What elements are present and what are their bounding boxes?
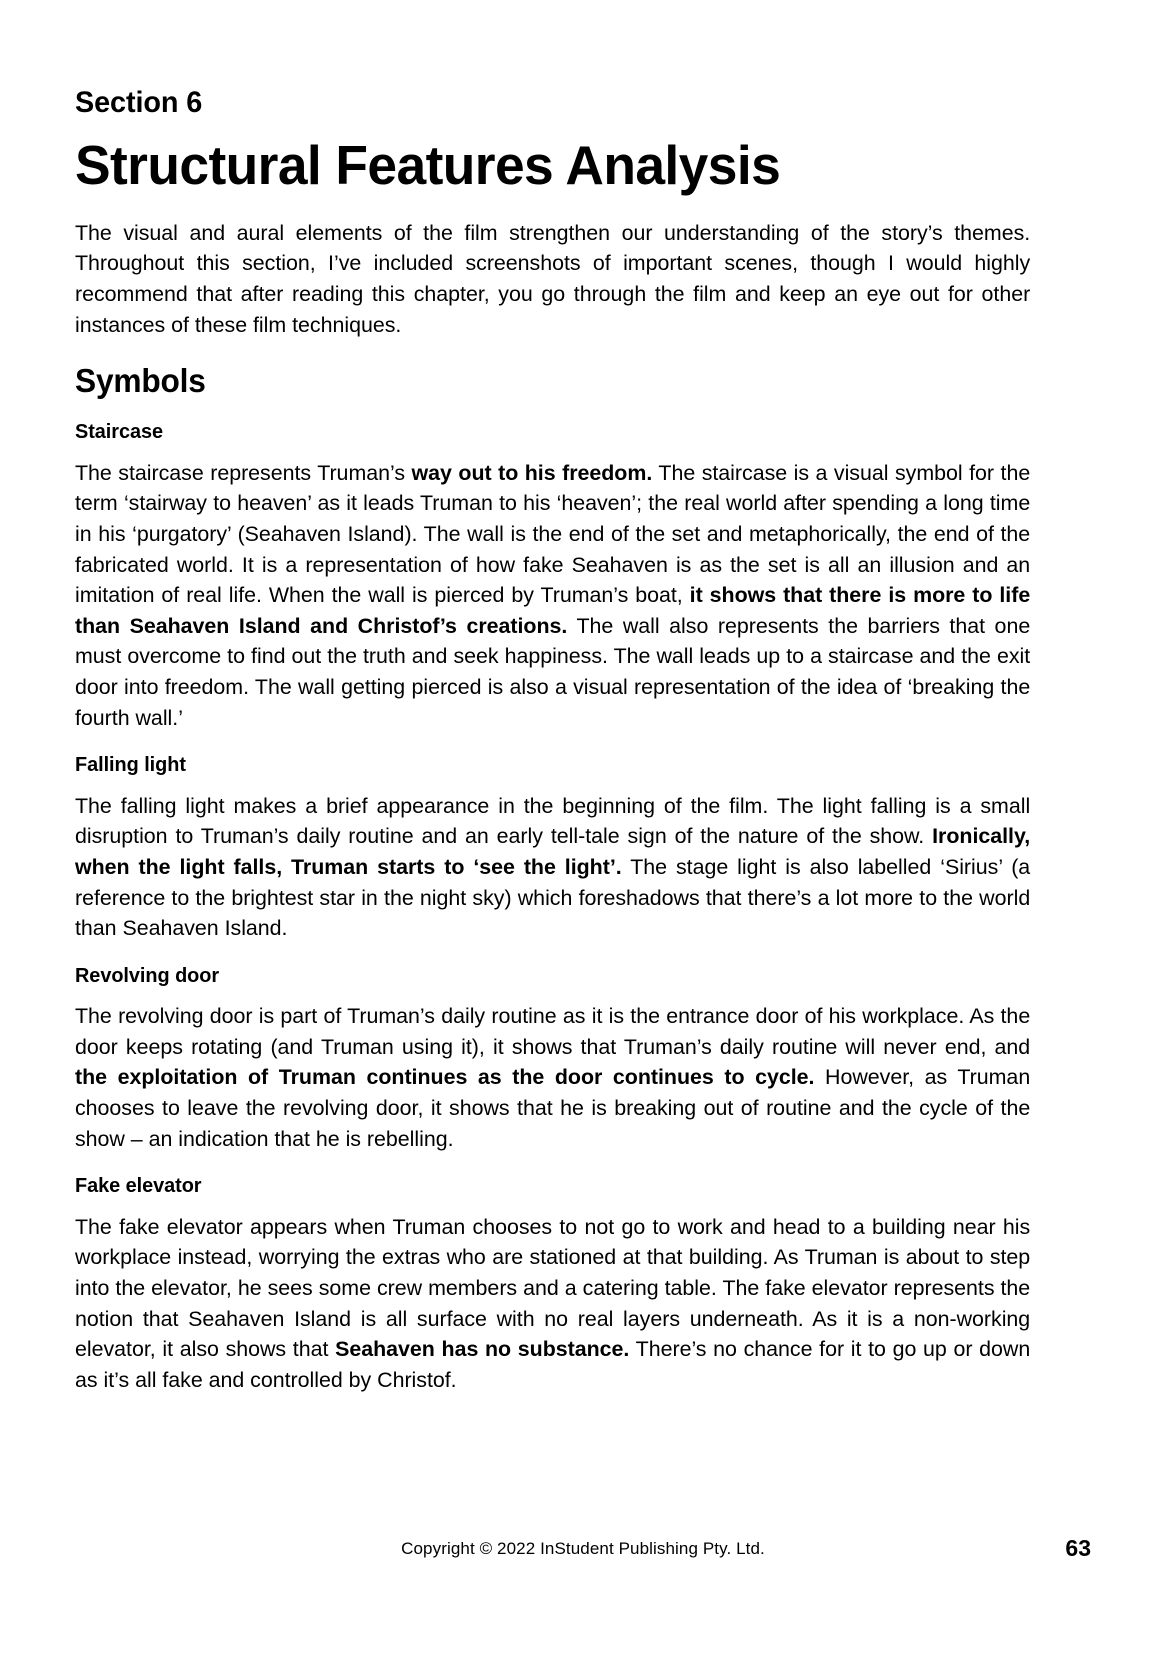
paragraph-text-run: The falling light makes a brief appearance in the beginning of the film. The light falling is a small disruption to Truman’s daily routine and an early tell-tale sign of the nature of the show. [75, 793, 1031, 849]
paragraph-bold-run: Ironically, when the light falls, Truman starts to ‘see the light’. [75, 824, 1031, 879]
subheading-falling-light: Falling light [75, 753, 186, 777]
paragraph-revolving-door [75, 1001, 1030, 1154]
paragraph-text-run: The revolving door is part of Truman’s daily routine as it is the entrance door of his workplace. As the door keeps rotating (and Truman using it), it shows that Truman’s daily routine will never end, and [75, 1004, 1031, 1059]
paragraph-bold-run: Seahaven has no substance. [335, 1337, 630, 1362]
paragraph-text-run: The stage light is also labelled ‘Sirius’ (a reference to the brightest star in the night sky) which foreshadows that there’s a lot more to the world than Seahaven Island. [75, 854, 1031, 941]
page-title: Structural Features Analysis [75, 133, 781, 196]
paragraph-bold-run: it shows that there is more to life than Seahaven Island and Christof’s creations. [75, 583, 1031, 638]
paragraph-fake-elevator [75, 1212, 1030, 1396]
paragraph-text-run: The staircase is a visual symbol for the term ‘stairway to heaven’ as it leads Truman to his ‘heaven’; the real world after spending a long time in his ‘purgatory’ (Seahaven Island). The wall is the end of the set and metaphorically, the end of the fabricated world. It is a representation of how fake Seahaven is as the set is all an illusion and an imitation of real life. When the wall is pierced by Truman’s boat, [75, 460, 1031, 608]
symbols-heading: Symbols [75, 362, 206, 400]
paragraph-bold-run: way out to his freedom. [411, 460, 653, 485]
section-label: Section 6 [75, 86, 203, 119]
paragraph-bold-run: the exploitation of Truman continues as the door continues to cycle. [75, 1065, 815, 1090]
copyright-notice: Copyright © 2022 InStudent Publishing Pty. Ltd. [401, 1539, 765, 1558]
paragraph-text-run: The fake elevator appears when Truman chooses to not go to work and head to a building near his workplace instead, worrying the extras who are stationed at that building. As Truman is about to step into the elevator, he sees some crew members and a catering table. The fake elevator represents the notion that Seahaven Island is all surface with no real layers underneath. As it is a non-working elevator, it also shows that [75, 1214, 1031, 1362]
paragraph-text-run: However, as Truman chooses to leave the revolving door, it shows that he is breaking out of routine and the cycle of the show – an indication that he is rebelling. [75, 1065, 1031, 1151]
page-content [75, 86, 1035, 1395]
paragraph-text-run: The wall also represents the barriers that one must overcome to find out the truth and seek happiness. The wall leads up to a staircase and the exit door into freedom. The wall getting pierced is also a visual representation of the idea of ‘breaking the fourth wall.’ [75, 613, 1031, 730]
paragraph-falling-light [75, 791, 1030, 944]
subheading-fake-elevator: Fake elevator [75, 1174, 202, 1198]
page-number: 63 [1065, 1535, 1091, 1561]
paragraph-text-run: The staircase represents Truman’s [75, 460, 412, 485]
intro-paragraph: The visual and aural elements of the film strengthen our understanding of the story’s themes. Throughout this section, I’ve included screenshots of important scenes, though I would highly recommend that after reading this chapter, you go through the film and keep an eye out for other instances of these film techniques. [75, 220, 1031, 337]
page-footer [75, 1535, 1091, 1568]
paragraph-staircase [75, 458, 1030, 733]
subheading-staircase: Staircase [75, 420, 164, 444]
subheading-revolving-door: Revolving door [75, 963, 220, 987]
paragraph-text-run: There’s no chance for it to go up or down as it’s all fake and controlled by Christof. [75, 1337, 1031, 1392]
